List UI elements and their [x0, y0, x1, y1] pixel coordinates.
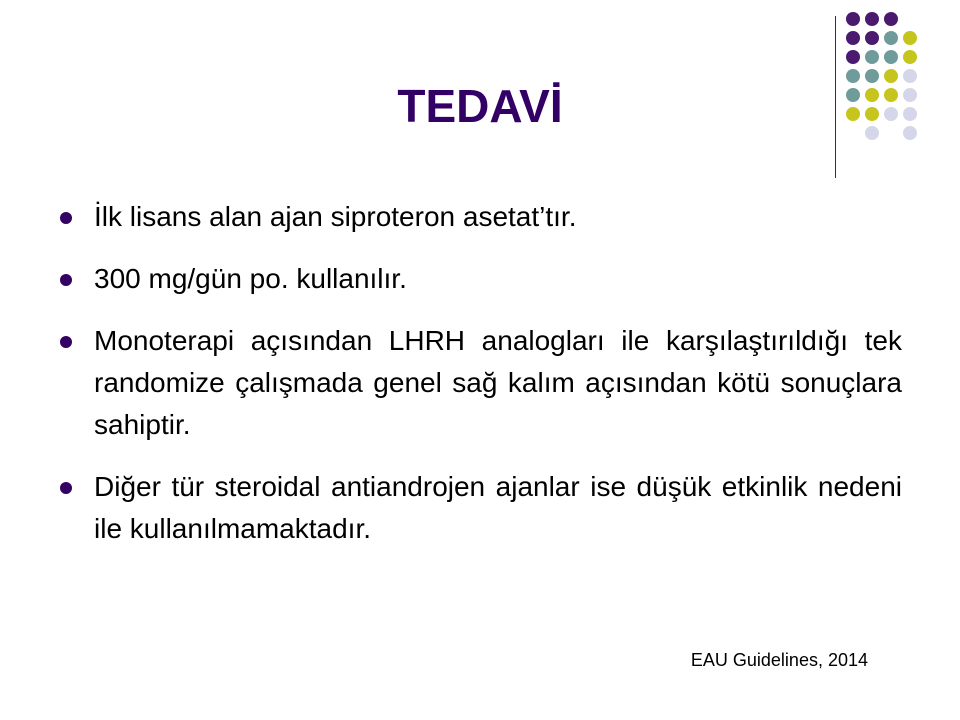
decorative-dot	[846, 50, 860, 64]
decorative-dot	[884, 12, 898, 26]
decorative-dot	[884, 50, 898, 64]
slide-title: TEDAVİ	[397, 80, 563, 132]
decorative-dot	[846, 12, 860, 26]
decorative-dot	[903, 50, 917, 64]
decorative-dot	[865, 50, 879, 64]
decorative-dot	[903, 31, 917, 45]
bullet-dot-icon	[60, 336, 72, 348]
bullet-text: Monoterapi açısından LHRH analogları ile karşılaştırıldığı tek randomize çalışmada genel sağ kalım açısından kötü sonuçlara sahiptir.	[94, 325, 902, 440]
bullet-dot-icon	[60, 482, 72, 494]
bullet-list	[60, 196, 902, 570]
decorative-dot	[884, 31, 898, 45]
bullet-item	[60, 258, 902, 300]
bullet-text: 300 mg/gün po. kullanılır.	[94, 263, 407, 294]
bullet-item	[60, 466, 902, 550]
bullet-item	[60, 196, 902, 238]
bullet-text: İlk lisans alan ajan siproteron asetat’tır.	[94, 201, 577, 232]
bullet-item	[60, 320, 902, 446]
bullet-dot-icon	[60, 274, 72, 286]
decorative-dot	[865, 31, 879, 45]
bullet-dot-icon	[60, 212, 72, 224]
decorative-dot	[865, 12, 879, 26]
bullet-text: Diğer tür steroidal antiandrojen ajanlar ise düşük etkinlik nedeni ile kullanılmamaktadır.	[94, 471, 902, 544]
decorative-dot	[846, 31, 860, 45]
source-citation: EAU Guidelines, 2014	[690, 650, 868, 670]
